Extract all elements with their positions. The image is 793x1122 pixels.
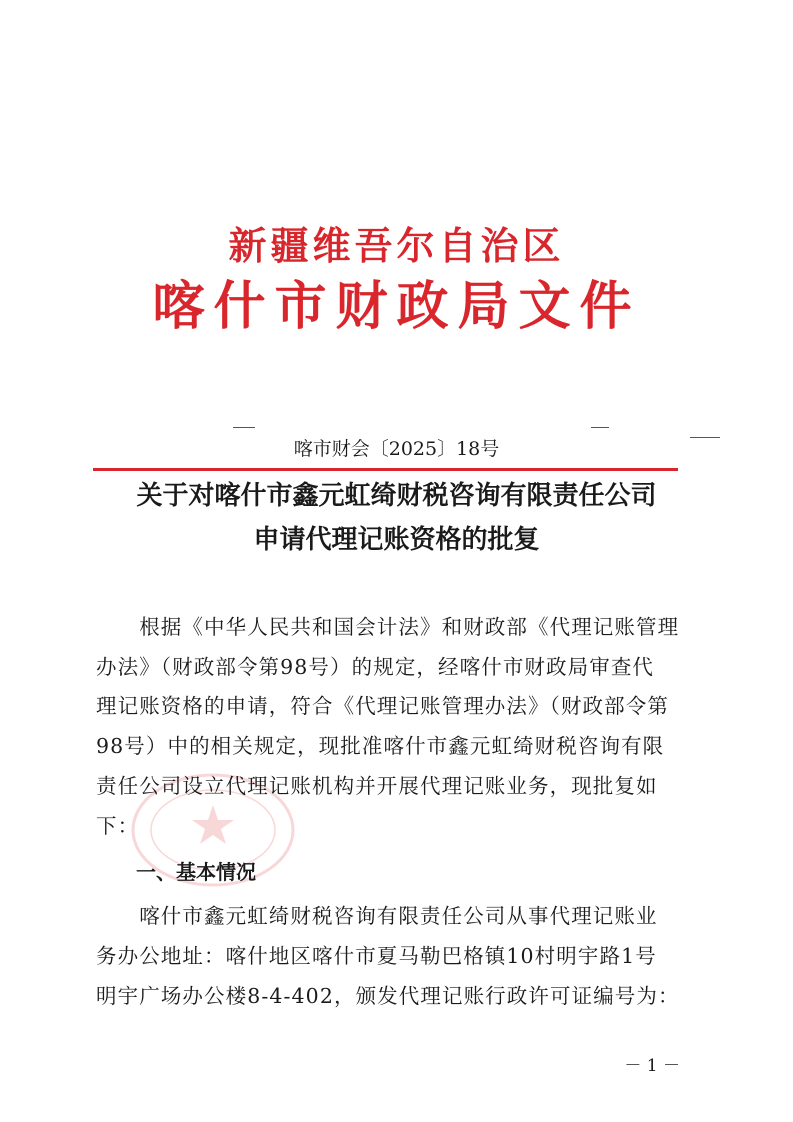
page-number: － 1 － xyxy=(624,1056,680,1076)
body-paragraph-line: 责任公司设立代理记账机构并开展代理记账业务，现批复如 xyxy=(96,774,658,798)
red-separator-line xyxy=(93,468,678,471)
body-paragraph-line: 下： xyxy=(96,814,140,838)
document-number: 喀市财会〔2025〕18号 xyxy=(293,438,500,460)
section-paragraph-line: 喀什市鑫元虹绮财税咨询有限责任公司从事代理记账业 xyxy=(96,904,658,928)
document-title-line-1: 关于对喀什市鑫元虹绮财税咨询有限责任公司 xyxy=(136,481,657,511)
scan-mark xyxy=(591,427,609,428)
issuing-region: 新疆维吾尔自治区 xyxy=(228,224,565,268)
section-paragraph-line: 明宇广场办公楼8-4-402，颁发代理记账行政许可证编号为： xyxy=(96,984,680,1008)
issuing-authority-title: 喀什市财政局文件 xyxy=(152,277,641,337)
section-paragraph-line: 务办公地址：喀什地区喀什市夏马勒巴格镇10村明宇路1号 xyxy=(96,944,657,968)
scan-mark xyxy=(233,427,255,428)
body-paragraph-line: 办法》（财政部令第98号）的规定，经喀什市财政局审查代 xyxy=(96,655,655,679)
section-heading-basic-info: 一、基本情况 xyxy=(136,860,256,884)
document-title-line-2: 申请代理记账资格的批复 xyxy=(253,525,540,555)
body-paragraph-line: 根据《中华人民共和国会计法》和财政部《代理记账管理 xyxy=(96,615,680,639)
body-paragraph-line: 98号）中的相关规定，现批准喀什市鑫元虹绮财税咨询有限 xyxy=(96,734,665,758)
body-paragraph-line: 理记账资格的申请，符合《代理记账管理办法》（财政部令第 xyxy=(96,694,669,718)
